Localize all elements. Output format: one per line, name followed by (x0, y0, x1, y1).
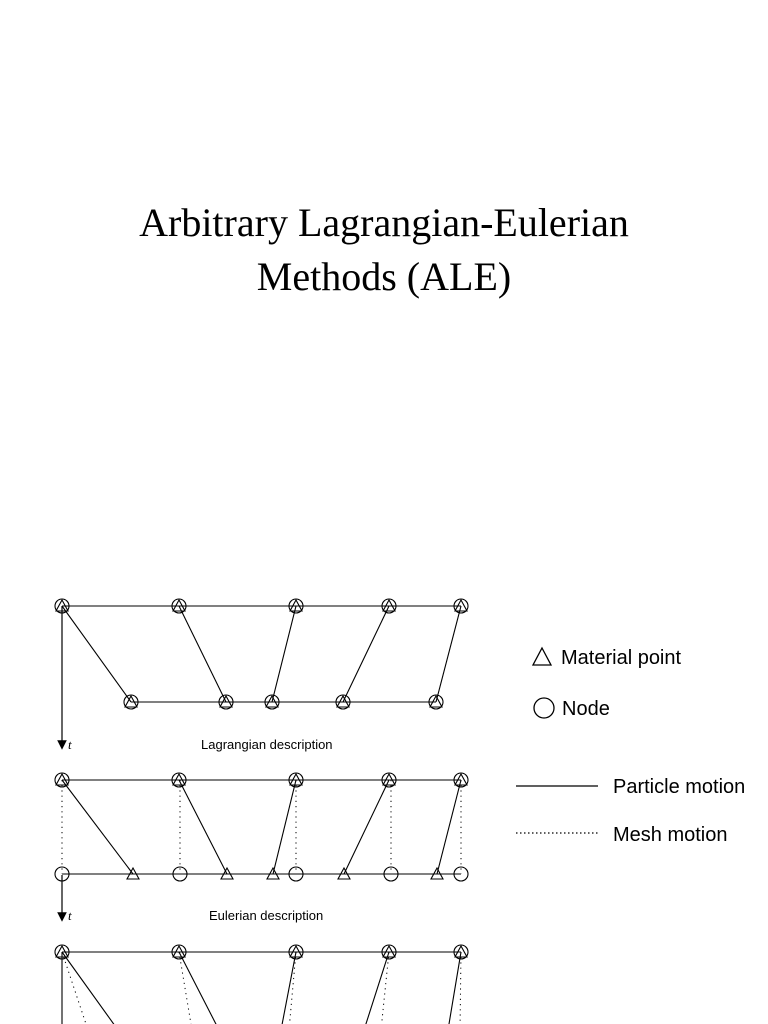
mesh-path-line (289, 952, 296, 1024)
legend-material-point (533, 647, 682, 669)
lagrangian-nodes (55, 599, 468, 709)
legend-material-point-label: Material point (561, 647, 682, 669)
particle-path-line (437, 780, 461, 874)
triangle-icon (533, 648, 551, 665)
particle-path-line (62, 780, 133, 874)
particle-path-line (364, 952, 389, 1024)
legend-node (534, 698, 610, 720)
eulerian-time-label: t (68, 908, 72, 923)
particle-path-line (448, 952, 461, 1024)
eulerian-panel (55, 773, 468, 923)
legend-mesh-motion-label: Mesh motion (613, 824, 728, 846)
particle-path-line (272, 606, 296, 702)
particle-path-line (179, 780, 227, 874)
lagrangian-motion-lines (62, 606, 461, 702)
eulerian-motion-lines (62, 780, 461, 874)
mesh-path-line (179, 952, 192, 1024)
ale-panel (55, 945, 468, 1024)
mesh-path-line (62, 952, 88, 1024)
title-line-1: Arbitrary Lagrangian-Eulerian (139, 200, 629, 245)
ale-motion-lines (62, 952, 461, 1024)
eulerian-nodes (55, 773, 468, 881)
lagrangian-panel (55, 599, 468, 752)
mesh-path-line (460, 952, 461, 1024)
legend-node-label: Node (562, 698, 610, 720)
particle-path-line (273, 780, 296, 874)
circle-icon (534, 698, 554, 718)
legend-particle-motion (516, 776, 745, 798)
legend-particle-motion-label: Particle motion (613, 776, 746, 798)
particle-path-line (343, 606, 389, 702)
legend (516, 647, 745, 846)
eulerian-caption: Eulerian description (209, 908, 324, 923)
lagrangian-caption: Lagrangian description (201, 737, 333, 752)
lagrangian-time-label: t (68, 737, 72, 752)
particle-path-line (344, 780, 389, 874)
legend-mesh-motion (516, 824, 728, 846)
particle-path-line (62, 606, 131, 702)
title-line-2: Methods (ALE) (256, 254, 512, 299)
particle-path-line (281, 952, 296, 1024)
particle-path-line (436, 606, 461, 702)
particle-path-line (179, 606, 226, 702)
particle-path-line (62, 952, 118, 1024)
